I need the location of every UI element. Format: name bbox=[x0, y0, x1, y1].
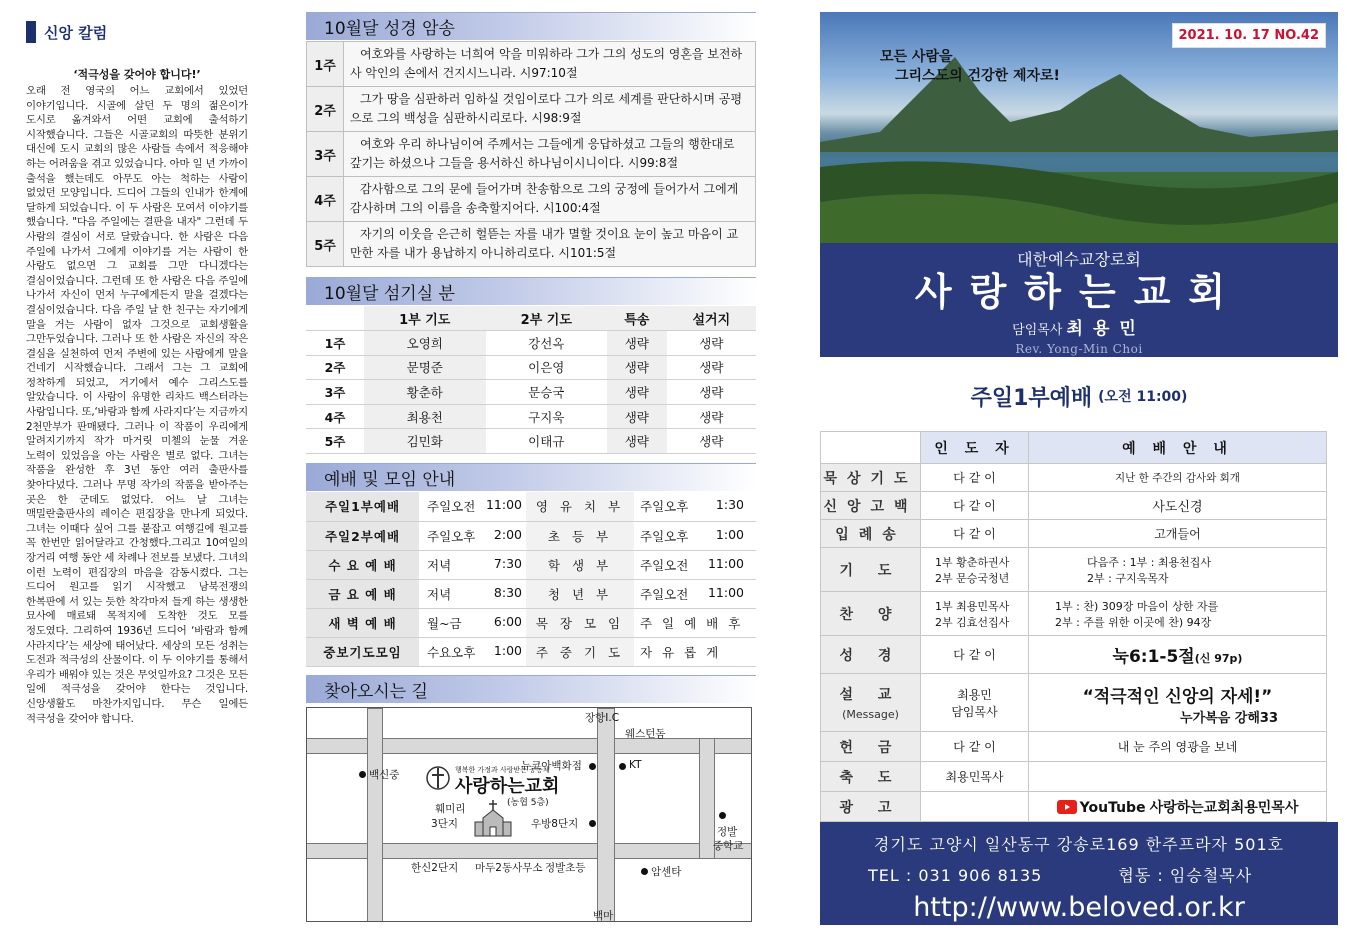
serve-cell: 생략 bbox=[607, 404, 667, 429]
order-detail-text: 지난 한 주간의 감사와 회개 bbox=[1115, 472, 1240, 484]
order-detail bbox=[1029, 464, 1327, 492]
youtube-icon bbox=[1057, 801, 1077, 815]
order-item-name: 입례송 bbox=[835, 526, 906, 543]
order-item bbox=[821, 492, 921, 520]
meeting-name: 주 중 기 도 bbox=[526, 637, 634, 666]
order-detail-text: 다음주 : 1부 : 최용천집사 2부 : 구지욱목자 bbox=[1087, 555, 1212, 585]
serve-table bbox=[306, 306, 756, 454]
church-logo-icon bbox=[425, 764, 451, 792]
order-leader: 다 같 이 bbox=[921, 636, 1029, 674]
order-row bbox=[821, 592, 1327, 636]
youtube-wordmark: YouTube bbox=[1079, 799, 1146, 816]
map-label-church-name: 사랑하는교회 bbox=[455, 775, 560, 797]
cover-column bbox=[820, 12, 1338, 925]
serve-cell: 생략 bbox=[607, 380, 667, 405]
order-row bbox=[821, 762, 1327, 792]
service-name: 주일2부예배 bbox=[306, 521, 419, 550]
meeting-name: 청 년 부 bbox=[526, 579, 634, 608]
order-row bbox=[821, 492, 1327, 520]
serve-cell: 생략 bbox=[667, 331, 756, 356]
map-dot bbox=[619, 763, 626, 770]
contact-line bbox=[820, 863, 1338, 886]
order-row bbox=[821, 636, 1327, 674]
serve-cell: 문명준 bbox=[364, 355, 486, 380]
serve-cell: 최용천 bbox=[364, 404, 486, 429]
verse-text: 여호와를 사랑하는 너희여 악을 미워하라 그가 그의 성도의 영혼을 보전하사 악인의 손에서 건지시느니라. 시97:10절 bbox=[344, 42, 756, 87]
meeting-name: 학 생 부 bbox=[526, 550, 634, 579]
service-row bbox=[306, 637, 756, 666]
slogan-line-1: 모든 사람을 bbox=[880, 49, 953, 65]
meeting-day: 주일오후 bbox=[640, 499, 689, 515]
map-label-westdom: 웨스턴돔 bbox=[625, 727, 666, 740]
serve-cell: 강선옥 bbox=[486, 331, 608, 356]
meeting-time bbox=[634, 492, 756, 521]
verse-row bbox=[307, 132, 756, 177]
verse-week: 3주 bbox=[307, 132, 344, 177]
pastor-line bbox=[820, 314, 1338, 339]
service-name: 수 요 예 배 bbox=[306, 550, 419, 579]
faith-column bbox=[26, 18, 248, 938]
serve-section-title: 10월달 섬기실 분 bbox=[306, 277, 756, 305]
map-label-woobang: 우방8단지 bbox=[531, 817, 579, 830]
serve-cell: 생략 bbox=[667, 355, 756, 380]
service-day: 주일오후 bbox=[427, 528, 476, 544]
serve-header bbox=[306, 306, 364, 331]
map-label-baekma: 백마 bbox=[593, 909, 614, 922]
meeting-day: 주일오전 bbox=[640, 557, 689, 573]
serve-header: 특송 bbox=[607, 306, 667, 331]
service-name: 금 요 예 배 bbox=[306, 579, 419, 608]
serve-header: 1부 기도 bbox=[364, 306, 486, 331]
map-label-humiri: 훼미리 bbox=[435, 802, 466, 815]
order-row bbox=[821, 674, 1327, 732]
order-leader: 다 같 이 bbox=[921, 520, 1029, 548]
service-time bbox=[419, 608, 526, 637]
serve-row bbox=[306, 429, 756, 454]
map-label-kt: KT bbox=[629, 758, 642, 771]
map-dot bbox=[589, 763, 596, 770]
serve-row bbox=[306, 404, 756, 429]
map-label-janghang: 장항I.C bbox=[585, 711, 620, 724]
denomination: 대한예수교장로회 bbox=[1017, 250, 1141, 269]
verse-week: 4주 bbox=[307, 177, 344, 222]
map-label-danji3: 3단지 bbox=[431, 817, 458, 830]
map-dot bbox=[589, 820, 596, 827]
service-hour: 11:00 bbox=[485, 497, 522, 513]
map-label-amcenter: 암센타 bbox=[651, 865, 682, 878]
verse-week: 1주 bbox=[307, 42, 344, 87]
serve-cell: 생략 bbox=[667, 404, 756, 429]
services-section-title: 예배 및 모임 안내 bbox=[306, 463, 756, 491]
meeting-day: 자 유 롭 게 bbox=[640, 644, 722, 660]
serve-week: 5주 bbox=[306, 429, 364, 454]
verse-row bbox=[307, 222, 756, 267]
church-name-box bbox=[820, 243, 1338, 357]
pastor-name: 최용민 bbox=[1066, 319, 1146, 339]
service-time bbox=[419, 521, 526, 550]
serve-cell: 오영희 bbox=[364, 331, 486, 356]
order-item-name: 성 경 bbox=[839, 647, 902, 664]
meeting-name: 초 등 부 bbox=[526, 521, 634, 550]
order-item-name: 설 교 bbox=[839, 687, 902, 703]
service-time bbox=[419, 637, 526, 666]
service-day: 저녁 bbox=[427, 557, 452, 573]
verse-row bbox=[307, 42, 756, 87]
order-leader: 최용민목사 bbox=[921, 762, 1029, 792]
order-row bbox=[821, 792, 1327, 822]
verse-week: 5주 bbox=[307, 222, 344, 267]
service-row bbox=[306, 550, 756, 579]
serve-row bbox=[306, 331, 756, 356]
serve-week: 4주 bbox=[306, 404, 364, 429]
meeting-hour: 11:00 bbox=[707, 555, 744, 571]
serve-cell: 이은영 bbox=[486, 355, 608, 380]
service-time bbox=[419, 550, 526, 579]
service-hour: 8:30 bbox=[493, 584, 522, 600]
verse-text: 그가 땅을 심판하러 임하실 것임이로다 그가 의로 세계를 판단하시며 공평으로 그의 백성을 심판하시리로다. 시98:9절 bbox=[344, 87, 756, 132]
order-item bbox=[821, 792, 921, 822]
directions-map bbox=[306, 707, 752, 922]
order-detail-sub: (신 97p) bbox=[1194, 652, 1243, 665]
order-leader: 1부 최용민목사 2부 김효선집사 bbox=[921, 592, 1029, 636]
order-item bbox=[821, 548, 921, 592]
order-detail bbox=[1029, 636, 1327, 674]
meeting-hour: 1:00 bbox=[715, 526, 744, 542]
church-address: 경기도 고양시 일산동구 강송로169 한주프라자 501호 bbox=[873, 835, 1285, 854]
meeting-hour: 11:00 bbox=[707, 584, 744, 600]
service-hour: 6:00 bbox=[493, 613, 522, 629]
meeting-time bbox=[634, 550, 756, 579]
serve-cell: 김민화 bbox=[364, 429, 486, 454]
service-name: 중보기도모임 bbox=[306, 637, 419, 666]
church-building-icon bbox=[473, 800, 513, 838]
church-footer bbox=[820, 822, 1338, 925]
serve-cell: 문승국 bbox=[486, 380, 608, 405]
order-leader: 다 같 이 bbox=[921, 732, 1029, 762]
order-item-name: 광 고 bbox=[839, 799, 902, 816]
service-day: 주일오전 bbox=[427, 499, 476, 515]
map-section-title: 찾아오시는 길 bbox=[306, 675, 756, 703]
pastor-label: 담임목사 bbox=[1012, 323, 1063, 338]
order-row bbox=[821, 548, 1327, 592]
meeting-hour: 1:30 bbox=[715, 497, 744, 513]
services-table bbox=[306, 492, 756, 667]
slogan-line-2: 그리스도의 건강한 제자로! bbox=[895, 68, 1060, 84]
service-row bbox=[306, 608, 756, 637]
map-label-hansin: 한신2단지 bbox=[411, 861, 459, 874]
order-item bbox=[821, 636, 921, 674]
order-item bbox=[821, 674, 921, 732]
service-day: 저녁 bbox=[427, 586, 452, 602]
serve-row bbox=[306, 355, 756, 380]
issue-date-badge: 2021. 10. 17 NO.42 bbox=[1172, 23, 1327, 48]
map-label-church-floor: (농협 5층) bbox=[507, 797, 549, 808]
column-header bbox=[26, 18, 248, 46]
telephone: TEL : 031 906 8135 bbox=[868, 866, 1043, 885]
serve-cell: 구지욱 bbox=[486, 404, 608, 429]
serve-cell: 황춘하 bbox=[364, 380, 486, 405]
meeting-day: 주 일 예 배 후 bbox=[640, 615, 744, 631]
church-name: 사랑하는교회 bbox=[914, 270, 1244, 314]
verses-section-title: 10월달 성경 암송 bbox=[306, 12, 756, 40]
order-leader: 1부 황춘하권사 2부 문승국청년 bbox=[921, 548, 1029, 592]
worship-time: (오전 11:00) bbox=[1098, 389, 1188, 405]
map-label-jeongbalcho: 정발초등 bbox=[545, 861, 586, 874]
service-time bbox=[419, 579, 526, 608]
website-link[interactable]: http://www.beloved.or.kr bbox=[913, 892, 1245, 923]
serve-week: 1주 bbox=[306, 331, 364, 356]
order-leader: 최용민 담임목사 bbox=[921, 674, 1029, 732]
article-title: ‘적극성을 갖어야 합니다!’ bbox=[73, 68, 201, 81]
order-item-sub: (Message) bbox=[842, 708, 899, 721]
serve-week: 3주 bbox=[306, 380, 364, 405]
order-row bbox=[821, 732, 1327, 762]
verse-text: 여호와 우리 하나님이여 주께서는 그들에게 응답하셨고 그들의 행한대로 갚기는 하셨으나 그들을 용서하신 하나님이시니이다. 시99:8절 bbox=[344, 132, 756, 177]
order-item-name: 헌 금 bbox=[839, 739, 902, 756]
service-day: 수요오후 bbox=[427, 644, 476, 660]
order-item bbox=[821, 464, 921, 492]
verses-table bbox=[306, 41, 756, 267]
order-detail bbox=[1029, 592, 1327, 636]
map-label-newcore: 뉴코아백화점 bbox=[521, 759, 582, 772]
order-item bbox=[821, 520, 921, 548]
serve-row bbox=[306, 380, 756, 405]
serve-cell: 생략 bbox=[607, 355, 667, 380]
service-row bbox=[306, 521, 756, 550]
serve-cell: 생략 bbox=[607, 429, 667, 454]
order-detail-text: 눅6:1-5절 bbox=[1112, 647, 1195, 667]
serve-cell: 생략 bbox=[667, 429, 756, 454]
service-name: 새 벽 예 배 bbox=[306, 608, 419, 637]
order-detail bbox=[1029, 548, 1327, 592]
order-leader: 다 같 이 bbox=[921, 492, 1029, 520]
service-hour: 1:00 bbox=[493, 642, 522, 658]
order-detail bbox=[1029, 762, 1327, 792]
order-detail bbox=[1029, 492, 1327, 520]
verse-text: 자기의 이웃을 은근히 헐뜯는 자를 내가 멸할 것이요 눈이 높고 마음이 교만한 자를 내가 용납하지 아니하리로다. 시101:5절 bbox=[344, 222, 756, 267]
map-label-jeongbal-school: 중학교 bbox=[713, 839, 744, 852]
map-label-madu: 마두2동사무소 bbox=[475, 861, 543, 874]
map-label-church-motto: 행복한 가정과 사랑받는 공동체 bbox=[455, 765, 550, 774]
order-item-name: 묵상기도 bbox=[823, 470, 918, 487]
meeting-day: 주일오전 bbox=[640, 586, 689, 602]
article-body: 오래 전 영국의 어느 교회에서 있었던 이야기입니다. 시골에 살던 두 명의 젊은이가 도시로 옮겨와서 어떤 교회에 출석하기 시작했습니다. 그들은 시골교회의 따뜻한 분위기 대신에 도시 교회의 많은 사람들 속에서 적응해야 하는 어려움을 겪고 있었습니다. 아마 일 년 가까이 출석을 했는데도 아무도 아는 척하는 사람이 없었던 모양입니다. 드디어 그들의 인내가 한계에 달하게 되었습니다. 이 두 사람은 모여서 이야기를 했습니다. "다음 주일에는 결판을 내자" 그런데 두 사람의 결심이 서로 달랐습니다. 한 사람은 다음 주일에 나가서 그에게 이야기를 거는 사람이 한 사람도 없으면 그 교회를 그만 다니겠다는 결심이었습니다. 그런데 또 한 사람은 다음 주일에 나가서 자신이 먼저 누구에게든지 말을 걸겠다는 결심이었습니다. 다음 주일 날 한 친구는 자기에게 말을 거는 사람이 없자 그것으로 교회생활을 그만두었습니다. 그러나 또 한 사람은 자신의 작은 결심을 실천하여 먼저 주변에 있는 사람에게 말을 건네기 시작했습니다. 그래서 그는 그 교회에 정착하게 되었고, 거기에서 예수 그리스도를 알았습니다. 이 사람이 유명한 리차드 백스터라는 사람입니다. 또,‘바람과 함께 사라지다’는 지금까지 2천만부가 판매됐다. 그러나 이 작품이 우리에게 알려지기까지 작가 마거릿 미첼의 눈물 겨운 노력이 있었음을 아는 사람은 별로 없다. 그녀는 작품을 완성한 후 3년 동안 여러 출판사를 찾아다녔다. 그러나 무명 작가의 작품을 받아주는 곳은 한 군데도 없었다. 어느 날 그녀는 맥밀란출판사의 레이슨 편집장을 만나게 되었다. 그녀는 이때다 싶어 그를 붙잡고 여행길에 원고를 꼭 한번만 읽어달라고 간청했다.그리고 10여일의 장거리 여행 동안 세 차례나 전보를 보냈다. 그녀의 이런 노력이 편집장의 마음을 감동시켰다. 그는 드디어 원고를 읽기 시작했고 남북전쟁의 한복판에 서 있는 듯한 착각마저 들게 하는 생생한 묘사에 매료돼 목적지에 도착한 것도 모를 정도였다. 그리하여 1936년 드디어 ‘바람과 함께 사라지다’는 세상에 태어났다. 세상의 모든 성취는 도전과 적극성의 산물이다. 이 두 이야기를 통해서 우리가 배워야 있는 것은 무엇일까요? 그것은 모든 일에 적극성을 갖어야 한다는 것입니다. 신앙생활도 마찬가지입니다. 무슨 일에든 적극성을 갖어야 합니다. bbox=[26, 85, 248, 725]
meeting-time bbox=[634, 637, 756, 666]
order-item bbox=[821, 592, 921, 636]
order-detail bbox=[1029, 792, 1327, 822]
serve-week: 2주 bbox=[306, 355, 364, 380]
order-detail bbox=[1029, 732, 1327, 762]
verse-week: 2주 bbox=[307, 87, 344, 132]
meeting-time bbox=[634, 608, 756, 637]
map-dot bbox=[641, 868, 648, 875]
serve-header: 2부 기도 bbox=[486, 306, 608, 331]
road bbox=[367, 708, 383, 922]
service-day: 월~금 bbox=[427, 615, 462, 631]
service-hour: 2:00 bbox=[493, 526, 522, 542]
column-header-title: 신앙 칼럼 bbox=[44, 23, 108, 42]
order-row bbox=[821, 464, 1327, 492]
serve-header: 설거지 bbox=[667, 306, 756, 331]
associate-pastor: 협동 : 임승철목사 bbox=[1118, 866, 1253, 885]
verse-row bbox=[307, 177, 756, 222]
map-dot bbox=[719, 812, 726, 819]
map-label-baeksin: 백신중 bbox=[369, 768, 400, 781]
verse-text: 감사함으로 그의 문에 들어가며 찬송함으로 그의 궁정에 들어가서 그에게 감사하며 그의 이름을 송축할지어다. 시100:4절 bbox=[344, 177, 756, 222]
meeting-time bbox=[634, 521, 756, 550]
youtube-channel[interactable]: 사랑하는교회최용민목사 bbox=[1149, 799, 1299, 816]
order-item-name: 기 도 bbox=[839, 562, 902, 579]
order-item-name: 찬 양 bbox=[839, 606, 902, 623]
service-time bbox=[419, 492, 526, 521]
meeting-day: 주일오후 bbox=[640, 528, 689, 544]
meeting-name: 영 유 치 부 bbox=[526, 492, 634, 521]
church-slogan bbox=[880, 48, 1060, 86]
order-detail-text: “적극적인 신앙의 자세!” bbox=[1082, 686, 1273, 707]
worship-order-table bbox=[820, 431, 1327, 822]
cover-image bbox=[820, 12, 1338, 243]
service-name: 주일1부예배 bbox=[306, 492, 419, 521]
order-header bbox=[821, 432, 921, 464]
order-detail-text: 고개들어 bbox=[1154, 527, 1201, 541]
service-hour: 7:30 bbox=[493, 555, 522, 571]
meeting-name: 목 장 모 임 bbox=[526, 608, 634, 637]
service-row bbox=[306, 579, 756, 608]
order-header: 인 도 자 bbox=[921, 432, 1029, 464]
order-row bbox=[821, 520, 1327, 548]
order-item-name: 축 도 bbox=[839, 769, 902, 786]
service-row bbox=[306, 492, 756, 521]
serve-cell: 이태규 bbox=[486, 429, 608, 454]
order-detail-text: 사도신경 bbox=[1152, 500, 1203, 515]
order-detail bbox=[1029, 520, 1327, 548]
header-bar bbox=[26, 21, 36, 43]
order-detail-text: 내 눈 주의 영광을 보네 bbox=[1117, 740, 1238, 754]
worship-title bbox=[820, 357, 1338, 423]
meeting-time bbox=[634, 579, 756, 608]
verse-row bbox=[307, 87, 756, 132]
pastor-english-name: Rev. Yong-Min Choi bbox=[1015, 342, 1143, 356]
order-leader: 다 같 이 bbox=[921, 464, 1029, 492]
road bbox=[597, 708, 615, 922]
serve-cell: 생략 bbox=[667, 380, 756, 405]
serve-cell: 생략 bbox=[607, 331, 667, 356]
order-item bbox=[821, 732, 921, 762]
order-item bbox=[821, 762, 921, 792]
order-header: 예 배 안 내 bbox=[1029, 432, 1327, 464]
order-detail-sub: 누가복음 강해33 bbox=[1180, 710, 1278, 726]
order-item-name: 신앙고백 bbox=[823, 498, 918, 515]
order-detail-text: 1부 : 찬) 309장 마음이 상한 자를 2부 : 주를 위한 이곳에 찬) 94장 bbox=[1055, 599, 1219, 629]
map-dot bbox=[359, 771, 366, 778]
order-leader bbox=[921, 792, 1029, 822]
map-label-jeongbal: 정발 bbox=[717, 825, 738, 838]
order-detail bbox=[1029, 674, 1327, 732]
worship-title-text: 주일1부예배 bbox=[970, 385, 1093, 411]
middle-column bbox=[306, 12, 756, 922]
